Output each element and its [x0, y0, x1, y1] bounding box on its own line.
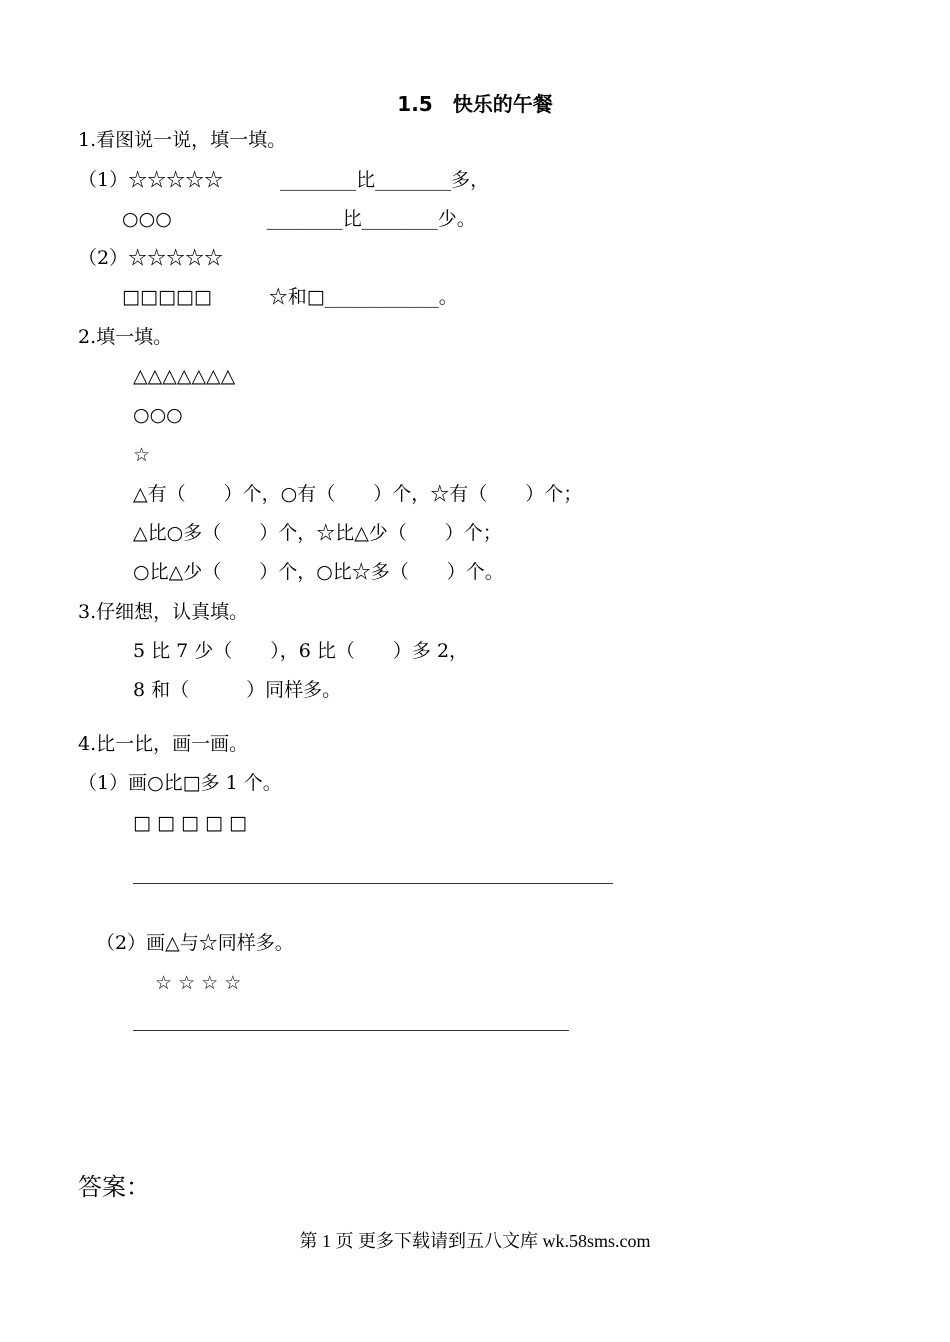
q3-heading: 3.仔细想，认真填。 — [78, 601, 249, 623]
q4-part1-prompt: （1）画○比□多 1 个。 — [78, 772, 282, 794]
q1-part2-row1: （2）☆☆☆☆☆ — [78, 247, 224, 269]
q2-line3: ○比△少（ ）个，○比☆多（ ）个。 — [133, 561, 504, 583]
q2-circles: ○○○ — [133, 404, 183, 426]
q1-part1-row1: （1）☆☆☆☆☆ ________比________多， — [78, 169, 490, 191]
q4-part1-answer-line — [133, 883, 613, 884]
q4-part2-answer-line — [133, 1030, 569, 1031]
q3-line2: 8 和（ ）同样多。 — [133, 679, 342, 701]
q3-line1: 5 比 7 少（ ），6 比（ ）多 2， — [133, 640, 469, 662]
q4-part1-shapes: □ □ □ □ □ — [133, 812, 247, 834]
q2-heading: 2.填一填。 — [78, 326, 173, 348]
q2-line2: △比○多（ ）个，☆比△少（ ）个； — [133, 522, 502, 544]
page-title: 1.5 快乐的午餐 — [397, 92, 553, 116]
q4-part2-shapes: ☆ ☆ ☆ ☆ — [155, 972, 242, 994]
q2-line1: △有（ ）个，○有（ ）个，☆有（ ）个； — [133, 483, 583, 505]
q2-triangles: △△△△△△△ — [133, 365, 236, 387]
q2-star: ☆ — [133, 444, 151, 466]
q1-heading: 1.看图说一说，填一填。 — [78, 129, 287, 151]
q1-part2-row2: □□□□□ ☆和□____________。 — [78, 286, 458, 308]
answer-label: 答案： — [78, 1173, 150, 1201]
q4-heading: 4.比一比，画一画。 — [78, 733, 249, 755]
q4-part2-prompt: （2）画△与☆同样多。 — [96, 932, 294, 954]
q1-part1-row2: ○○○ ________比________少。 — [78, 208, 476, 230]
page-footer: 第 1 页 更多下载请到五八文库 wk.58sms.com — [299, 1231, 651, 1251]
